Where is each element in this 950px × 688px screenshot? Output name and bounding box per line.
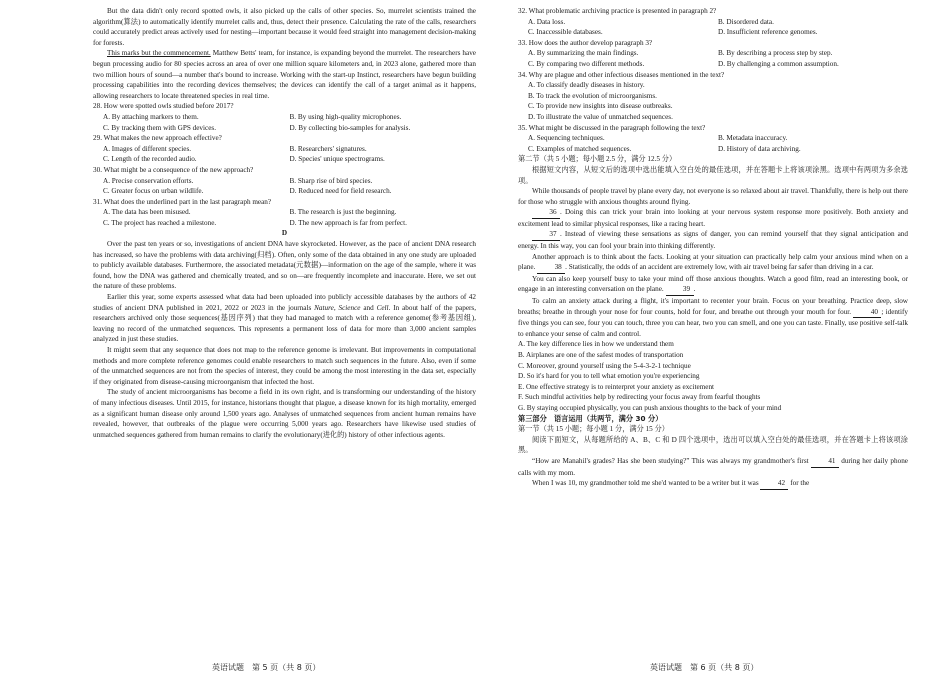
question-31: 31. What does the underlined part in the last paragraph mean?	[93, 197, 272, 206]
option: B. The research is just the beginning.	[289, 208, 397, 217]
part-3-heading: 第三部分 语言运用（共两节，满分 30 分）	[518, 413, 663, 423]
option: A. By summarizing the main findings.	[528, 49, 639, 58]
options-row	[518, 48, 908, 59]
options-row	[93, 144, 476, 155]
options-row	[93, 112, 476, 123]
option: A. To classify deadly diseases in history.	[528, 81, 645, 90]
options-row	[93, 176, 476, 187]
journal-name: Cell	[376, 303, 389, 312]
options-row	[518, 144, 908, 155]
paragraph: Earlier this year, some experts assessed what data had been uploaded into publicly accessible databases by the authors of 42 studies of ancient DNA published in 2021, 2022 or 2023 in the journals Nature, Science and Cell. In about half of the papers, researchers archived only those sequences(基因序列) that they had managed to match with a reference genome(参考基因组), leaving no record of the unmatched sequences. This represents a permanent loss of data for more than 3,000 ancient samples analyzed in just these studies.	[93, 293, 476, 344]
instructions: 阅读下面短文，从每题所给的 A、B、C 和 D 四个选项中，选出可以填入空白处的最佳选项，并在答题卡上将该项涂黑。	[518, 435, 908, 455]
journal-name: Nature	[314, 303, 334, 312]
option: B. By describing a process step by step.	[718, 49, 833, 58]
option: A. The data has been misused.	[103, 208, 191, 217]
section-2-heading: 第二节（共 5 小题；每小题 2.5 分，满分 12.5 分）	[518, 155, 677, 164]
option: A. By attaching markers to them.	[103, 112, 199, 121]
options-row	[518, 59, 908, 70]
question-35: 35. What might be discussed in the paragraph following the text?	[518, 123, 706, 132]
question-32: 32. What problematic archiving practice is presented in paragraph 2?	[518, 7, 717, 15]
option: D. Insufficient reference genomes.	[718, 28, 818, 37]
paragraph: It might seem that any sequence that does not map to the reference genome is irrelevant. But improvements in computational methods and more complete reference genomes could enable researchers to match such sequences in the future. Also, even if some of the unmatched sequences are not from the species of interest, they could be among the most interesting in the data set, especially if they originated from disease-causing microorganism that infected the host.	[93, 346, 476, 386]
choice-option: B. Airplanes are one of the safest modes of transportation	[518, 351, 684, 359]
option: C. By tracking them with GPS devices.	[103, 123, 216, 132]
option: A. Images of different species.	[103, 144, 192, 153]
paragraph: To calm an anxiety attack during a flight, it's important to recenter your brain. Focus on your breathing. Practice deep, slow breaths; breathe in through your nose for four counts, hold for four, and breathe out through your mouth for four. 40 ; identify five things you can see, four you can touch, three you can hear, two you can smell, and one you can taste. Finally, use positive self-talk to enhance your sense of calm and control.	[518, 297, 908, 338]
option: A. Data loss.	[528, 17, 566, 26]
question-34: 34. Why are plague and other infectious diseases mentioned in the text?	[518, 70, 725, 79]
question-29: 29. What makes the new approach effective?	[93, 134, 222, 143]
option: A. Sequencing techniques.	[528, 134, 605, 143]
section-heading-d: D	[281, 229, 288, 238]
blank-40: 40	[853, 307, 881, 319]
right-column	[518, 6, 908, 490]
option: C. Examples of matched sequences.	[528, 144, 632, 153]
options-row	[518, 133, 908, 144]
paragraph: The study of ancient microorganisms has become a field in its own right, and is transforming our understanding of the history of many infectious diseases. Until 2015, for instance, historians thought that plague, a disease known for its high mortality, emerged as a significant human disease only around 1,500 years ago. Analyses of unmatched sequences from ancient human remains have revealed, however, that outbreaks of the plague were occurring 5,000 years ago. Researchers have likewise used studies of unmatched sequences gathered from human remains to clarify the evolutionary(进化的) history of other infectious agents.	[93, 388, 476, 439]
options-row	[518, 27, 908, 38]
option: B. Sharp rise of bird species.	[289, 176, 373, 185]
choice-option: D. So it's hard for you to tell what emotion you're experiencing	[518, 372, 700, 381]
blank-36: 36	[532, 207, 560, 219]
page-footer: 英语试题 第 6 页（共 8 页）	[650, 663, 759, 672]
question-28: 28. How were spotted owls studied before 2017?	[93, 102, 234, 111]
option: C. Length of the recorded audio.	[103, 155, 197, 164]
blank-42: 42	[760, 478, 788, 490]
paragraph: Over the past ten years or so, investigations of ancient DNA have skyrocketed. However, as the pace of ancient DNA research has increased, so have the problems with data archiving(归档). Often, only some of the data obtained in any one study are uploaded to publicly available databases. Furthermore, the associated metadata(元数据)—information on the age of the sample, where it was found, how the DNA was gathered and chemically treated, and so on—are frequently incomplete and inaccurate. Here, we set out the nature of these problems.	[93, 240, 476, 291]
choice-option: G. By staying occupied physically, you can push anxious thoughts to the back of your mind	[518, 403, 782, 412]
option: C. The project has reached a milestone.	[103, 218, 217, 227]
paragraph: Another approach is to think about the facts. Looking at your situation can practically help calm your anxious mind when on a plane. 38 . Statistically, the odds of an accident are extremely low, with air travel being far safer than driving in a car.	[518, 252, 908, 274]
paragraph: When I was 10, my grandmother told me she'd wanted to be a writer but it was 42 for the	[518, 478, 908, 490]
paragraph: You can also keep yourself busy to take your mind off those anxious thoughts. Watch a good film, read an interesting book, or engage in an interesting conversation on the plane. 39 .	[518, 274, 908, 296]
section-1-heading: 第一节（共 15 小题；每小题 1 分，满分 15 分）	[518, 425, 669, 434]
paragraph: “How are Manahil's grades? Has she been studying?” This was always my grandmother's first 41 during her daily phone calls with my mom.	[518, 456, 908, 477]
paragraph: While thousands of people travel by plane every day, not everyone is so relaxed about air travel. Thankfully, there is help out there for those who struggle with anxious thoughts around flying.	[518, 187, 908, 206]
choice-option: A. The key difference lies in how we understand them	[518, 340, 674, 349]
underlined-sentence: This marks but the commencement.	[107, 49, 211, 58]
option: D. By collecting bio-samples for analysis.	[289, 123, 411, 132]
instructions: 根据短文内容，从短文后的选项中选出能填入空白处的最佳选项，并在答题卡上将该项涂黑。选项中有两项为多余选项。	[518, 165, 908, 185]
option: B. Disordered data.	[718, 17, 774, 26]
option: C. By comparing two different methods.	[528, 59, 645, 68]
option: D. The new approach is far from perfect.	[289, 218, 407, 227]
option: C. Greater focus on urban wildlife.	[103, 187, 204, 196]
options-row	[93, 154, 476, 165]
option: B. By using high-quality microphones.	[289, 112, 402, 121]
options-row	[93, 218, 476, 229]
options-row	[93, 207, 476, 218]
choice-option: E. One effective strategy is to reinterpret your anxiety as excitement	[518, 382, 715, 391]
option: C. To provide new insights into disease outbreaks.	[528, 102, 673, 111]
option: C. Inaccessible databases.	[528, 28, 603, 37]
paragraph: But the data didn't only record spotted owls, it also picked up the calls of other species. So, murrelet scientists trained the algorithm(算法) to automatically identify murrelet calls and, thus, detect their presence. Calculating the rate of the calls, researchers could accurately predict areas actively used for nesting—important because it would feed straight into management decision-making for forests.	[93, 7, 476, 47]
blank-41: 41	[811, 456, 839, 468]
options-row	[93, 123, 476, 134]
choice-option: F. Such mindful activities help by redirecting your focus away from fearful thoughts	[518, 393, 761, 402]
blank-38: 38	[537, 262, 565, 274]
paragraph: 37 . Instead of viewing these sensations as signs of danger, you can remind yourself that they signal anticipation and energy. In this way, you can fool your brain into thinking differently.	[518, 230, 908, 251]
options-row	[518, 17, 908, 28]
option: D. Species' unique spectrograms.	[289, 155, 385, 164]
paragraph: This marks but the commencement. Matthew Betts' team, for instance, is expanding beyond the murrelet. The researchers have begun processing audio for 80 species across an area of over one million square kilometers and, in 2023 alone, gathered more than two million hours of sound—a number that's bound to increase. Working with the start-up Instinct, researchers have begun building processing capabilities into the recording devices themselves; the devices can identify the call of a target animal as it happens, allowing researchers to locate threatened species in real time.	[93, 49, 476, 100]
options-row	[93, 186, 476, 197]
blank-39: 39	[666, 284, 694, 296]
option: D. By challenging a common assumption.	[718, 59, 839, 68]
blank-37: 37	[532, 229, 560, 241]
option: B. Researchers' signatures.	[289, 144, 367, 153]
choice-option: C. Moreover, ground yourself using the 5-4-3-2-1 technique	[518, 361, 691, 370]
option: B. To track the evolution of microorganisms.	[528, 91, 657, 100]
page-footer: 英语试题 第 5 页（共 8 页）	[212, 663, 321, 672]
option: D. Reduced need for field research.	[289, 187, 392, 196]
option: D. History of data archiving.	[718, 144, 801, 153]
journal-name: Science	[338, 303, 361, 312]
paragraph: 36 . Doing this can trick your brain into looking at your nervous system response more positively. Both anxiety and excitement lead to similar physical responses, like a racing heart.	[518, 208, 908, 228]
left-column	[93, 6, 476, 440]
question-30: 30. What might be a consequence of the new approach?	[93, 165, 254, 174]
question-33: 33. How does the author develop paragraph 3?	[518, 38, 653, 47]
option: B. Metadata inaccuracy.	[718, 134, 788, 143]
option: A. Precise conservation efforts.	[103, 176, 194, 185]
option: D. To illustrate the value of unmatched sequences.	[528, 112, 673, 121]
